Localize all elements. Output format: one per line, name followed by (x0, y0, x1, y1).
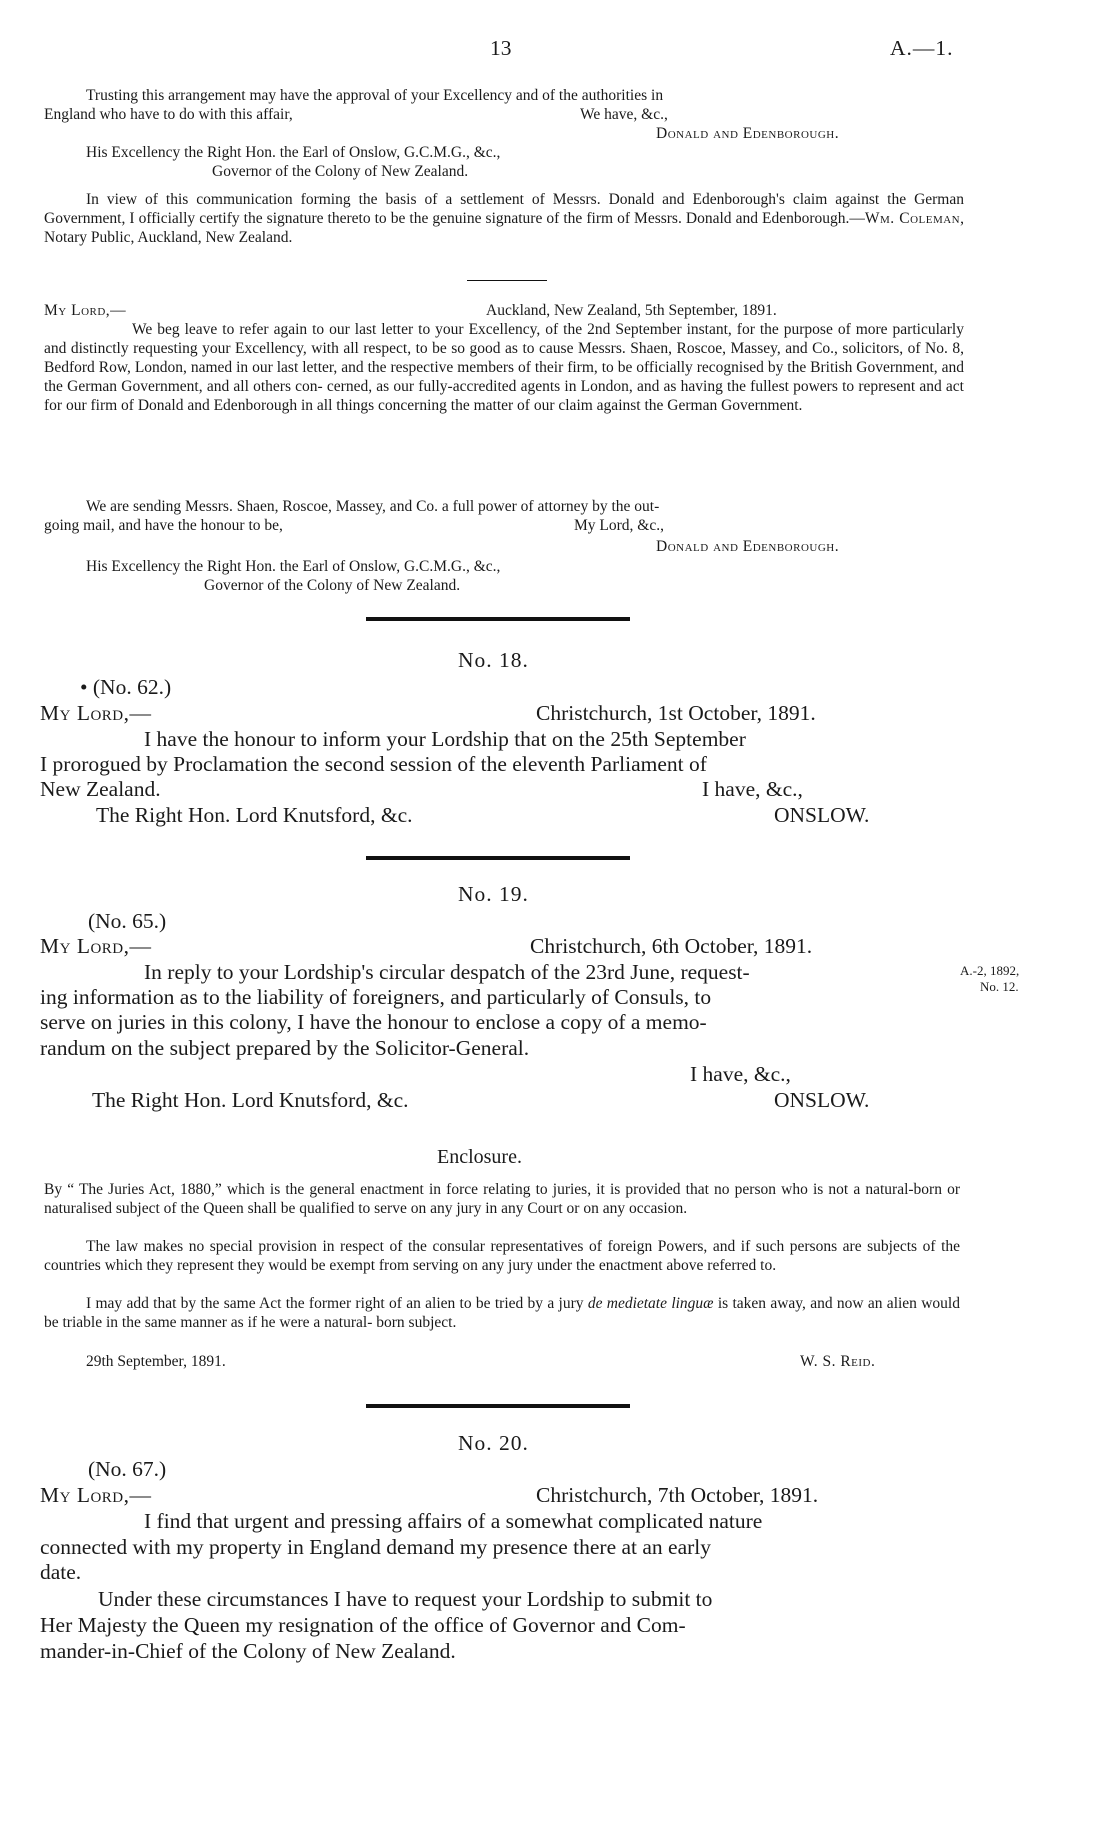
enclosure-heading: Enclosure. (437, 1146, 522, 1168)
letter-a-addressee-line2: Governor of the Colony of New Zealand. (212, 163, 469, 180)
no20-line3: date. (40, 1560, 82, 1584)
document-reference: A.—1. (890, 36, 954, 60)
letter-b-sending-line2: going mail, and have the honour to be, (44, 517, 283, 534)
notary-text-5: Public, Auckland, New Zealand. (90, 229, 293, 246)
no20-place-date: Christchurch, 7th October, 1891. (536, 1483, 819, 1507)
page-number: 13 (490, 36, 512, 60)
enclosure-text: born subject. (376, 1314, 457, 1331)
section-divider (366, 1404, 630, 1408)
enclosure-italic-phrase: de medietate (587, 1295, 667, 1312)
enclosure-paragraph-2 (44, 1237, 960, 1275)
letter-a-signature: Donald and Edenborough. (656, 125, 840, 142)
no19-reference: (No. 65.) (88, 909, 167, 933)
no20-body-line1 (40, 1509, 958, 1534)
enclosure-text: I may add that by the same Act the former right of an alien to be tried by a jury (86, 1295, 588, 1312)
enclosure-line: serve on any jury in any Court or on any occasion. (374, 1200, 688, 1217)
enclosure-line: and if such persons are subjects of the countries which they represent they would be exempt from (44, 1238, 961, 1274)
no20-body-line4 (40, 1587, 958, 1612)
enclosure-line: that no person who is not a natural-born or naturalised subject of the Queen shall be qualified to (44, 1181, 961, 1217)
no19-i-have: I have, &c., (690, 1062, 791, 1086)
letter-b-body-line: the German Government. (644, 397, 803, 414)
no20-line6: mander-in-Chief of the Colony of New Zealand. (40, 1639, 456, 1663)
letter-a-addressee-line1: His Excellency the Right Hon. the Earl of Onslow, G.C.M.G., &c., (86, 144, 501, 161)
no18-reference: • (No. 62.) (80, 675, 172, 699)
no18-i-have: I have, &c., (702, 777, 803, 801)
no18-salutation: My Lord,— (40, 701, 152, 725)
letter-b-body-line: We beg leave to refer again to our last letter to your Excellency, of the 2nd September (132, 321, 682, 338)
no19-body-line2 (40, 985, 958, 1010)
short-divider (467, 280, 547, 281)
no19-heading: No. 19. (458, 882, 529, 906)
no20-body-line2 (40, 1535, 958, 1560)
letter-b-body-line: instant, for the purpose of more particularly and distinctly requesting your Excellency, with all (44, 321, 964, 357)
no18-body-line1 (40, 727, 964, 752)
section-divider (366, 617, 630, 621)
letter-b-place-date: Auckland, New Zealand, 5th September, 1891. (486, 302, 777, 319)
letter-b-body-line: Bedford Row, London, named in our last letter, and the respective members of their firm, to be (44, 359, 633, 376)
enclosure-line: By “ The Juries Act, 1880,” which is the general enactment in force relating to juries, it is provided (44, 1181, 681, 1198)
notary-text-2: Edenborough's claim against the German Government, I officially certify the signature thereto to (44, 191, 964, 227)
enclosure-paragraph-3 (44, 1294, 960, 1332)
no19-signature: ONSLOW. (774, 1088, 870, 1112)
no20-salutation: My Lord,— (40, 1483, 152, 1507)
no18-body-line2 (40, 752, 964, 777)
enclosure-paragraph-1 (44, 1180, 960, 1218)
enclosure-italic-phrase: linguæ (671, 1295, 714, 1312)
letter-a-we-have: We have, &c., (580, 106, 668, 123)
no18-line1: I have the honour to inform your Lordship that on the 25th September (144, 727, 746, 751)
enclosure-text: is taken away, and now an alien would be triable in the same manner as if he were a natural- (44, 1295, 960, 1331)
no20-line2: connected with my property in England demand my presence there at an early (40, 1535, 712, 1559)
letter-a-trust-line1: Trusting this arrangement may have the approval of your Excellency and of the authorities in (86, 87, 664, 104)
no19-line3: serve on juries in this colony, I have the honour to enclose a copy of a memo- (40, 1010, 707, 1034)
no18-place-date: Christchurch, 1st October, 1891. (536, 701, 816, 725)
no20-line5: Her Majesty the Queen my resignation of the office of Governor and Com- (40, 1613, 686, 1637)
letter-a-trust-line2: England who have to do with this affair, (44, 106, 293, 123)
no18-line2: I prorogued by Proclamation the second session of the eleventh Parliament of (40, 752, 707, 776)
no19-body-line1 (40, 960, 958, 985)
enclosure-signature: W. S. Reid. (800, 1353, 876, 1370)
enclosure-line: serving on any jury under the enactment above referred to. (412, 1257, 777, 1274)
no19-salutation: My Lord,— (40, 934, 152, 958)
margin-note-line2: No. 12. (980, 979, 1019, 994)
notary-certification (44, 190, 964, 247)
notary-name: Wm. Coleman (864, 210, 961, 227)
no19-body-line3 (40, 1010, 958, 1035)
margin-note-line1: A.-2, 1892, (960, 963, 1020, 978)
letter-b-body-line: act for our firm of Donald and Edenborough in all things concerning the matter of our claim against (44, 378, 964, 414)
notary-text-1: In view of this communication forming the basis of a settlement of Messrs. Donald and (86, 191, 685, 208)
no18-addressee: The Right Hon. Lord Knutsford, &c. (96, 803, 413, 827)
no18-heading: No. 18. (458, 648, 529, 672)
letter-b-my-lord: My Lord, &c., (574, 517, 664, 534)
no19-line2: ing information as to the liability of foreigners, and particularly of Consuls, to (40, 985, 712, 1009)
enclosure-line: The law makes no special provision in respect of the consular representatives of foreign Powers, (86, 1238, 708, 1255)
letter-b-body-line: officially recognised by the British Government, and the German Government, and all others con- (44, 359, 964, 395)
letter-b-salutation: My Lord,— (44, 302, 127, 319)
letter-b-sending (44, 497, 964, 516)
no20-body-line5 (40, 1613, 958, 1638)
letter-b-addressee-line1: His Excellency the Right Hon. the Earl of Onslow, G.C.M.G., &c., (86, 558, 501, 575)
no20-heading: No. 20. (458, 1431, 529, 1455)
notary-text-3: be the genuine signature of the firm of Messrs. Donald and Edenborough.— (390, 210, 865, 227)
no19-line4: randum on the subject prepared by the Solicitor-General. (40, 1036, 530, 1060)
enclosure-date: 29th September, 1891. (86, 1353, 226, 1370)
letter-b-body-line: cerned, as our fully-accredited agents in London, and as having the fullest powers to represent and (326, 378, 942, 395)
no18-signature: ONSLOW. (774, 803, 870, 827)
letter-b-body (44, 320, 964, 415)
notary-text-4: , Notary (44, 210, 964, 246)
section-divider (366, 856, 630, 860)
letter-b-addressee-line2: Governor of the Colony of New Zealand. (204, 577, 461, 594)
no20-line1: I find that urgent and pressing affairs of a somewhat complicated nature (144, 1509, 763, 1533)
no20-line4: Under these circumstances I have to request your Lordship to submit to (98, 1587, 713, 1611)
no19-line1: In reply to your Lordship's circular despatch of the 23rd June, request- (144, 960, 750, 984)
no19-addressee: The Right Hon. Lord Knutsford, &c. (92, 1088, 409, 1112)
no20-reference: (No. 67.) (88, 1457, 167, 1481)
letter-b-signature: Donald and Edenborough. (656, 538, 840, 555)
letter-b-sending-line: We are sending Messrs. Shaen, Roscoe, Massey, and Co. a full power of attorney by the out- (86, 498, 660, 515)
no19-place-date: Christchurch, 6th October, 1891. (530, 934, 813, 958)
no18-line3: New Zealand. (40, 777, 161, 801)
letter-b-body-line: respect, to be so good as to cause Messrs. Shaen, Roscoe, Massey, and Co., solicitors, of No. 8, (363, 340, 964, 357)
